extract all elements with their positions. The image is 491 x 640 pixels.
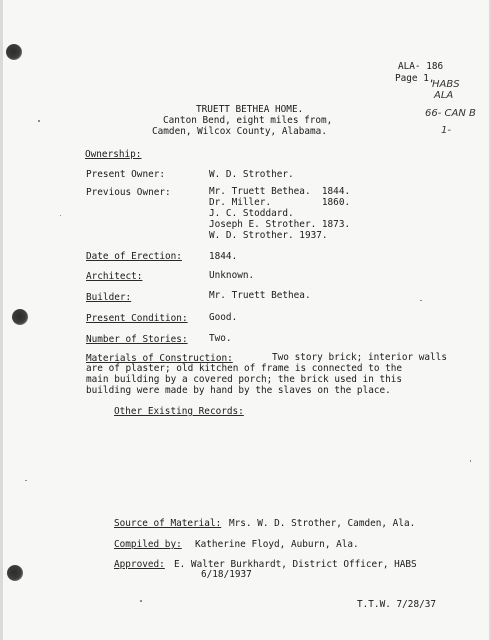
builder-label: Builder: — [86, 292, 132, 303]
punch-hole-middle — [12, 309, 28, 325]
source-value: Mrs. W. D. Strother, Camden, Ala. — [229, 518, 416, 529]
typist-initials-date: T.T.W. 7/28/37 — [357, 599, 437, 610]
present-condition-value: Good. — [209, 312, 238, 323]
approved-value: E. Walter Burkhardt, District Officer, HABS — [174, 559, 417, 570]
page-label: Page 1, — [395, 73, 435, 84]
approved-label: Approved: — [114, 559, 165, 570]
present-condition-label: Present Condition: — [86, 313, 188, 324]
title-line-2: Canton Bend, eight miles from, — [163, 115, 333, 126]
title-line-3: Camden, Wilcox County, Alabama. — [152, 126, 327, 137]
scan-speck — [420, 300, 422, 301]
materials-line-4: building were made by hand by the slaves on the place. — [86, 385, 391, 396]
materials-line-2: are of plaster; old kitchen of frame is connected to the — [86, 363, 403, 374]
previous-owner-5: W. D. Strother. 1937. — [209, 230, 328, 241]
scan-speck — [38, 120, 40, 122]
punch-hole-bottom — [7, 565, 23, 581]
handwritten-code: 66- CAN B — [425, 108, 476, 119]
previous-owner-1: Mr. Truett Bethea. 1844. — [209, 186, 351, 197]
punch-hole-top — [6, 44, 22, 60]
compiled-by-value: Katherine Floyd, Auburn, Ala. — [195, 539, 359, 550]
scan-speck — [470, 460, 471, 462]
materials-line-1: Two story brick; interior walls — [272, 352, 447, 363]
scan-edge-left — [0, 0, 3, 640]
date-of-erection-value: 1844. — [209, 251, 238, 262]
number-of-stories-value: Two. — [209, 333, 232, 344]
handwritten-ala: ALA — [434, 90, 454, 101]
number-of-stories-label: Number of Stories: — [86, 334, 188, 345]
materials-line-3: main building by a covered porch; the brick used in this — [86, 374, 403, 385]
handwritten-habs: HABS — [432, 79, 460, 90]
architect-label: Architect: — [86, 271, 143, 282]
title-line-1: TRUETT BETHEA HOME. — [196, 104, 304, 115]
present-owner-label: Present Owner: — [86, 169, 166, 180]
materials-label: Materials of Construction: — [86, 353, 233, 364]
date-of-erection-label: Date of Erection: — [86, 251, 182, 262]
other-records-label: Other Existing Records: — [114, 406, 244, 417]
approved-date: 6/18/1937 — [201, 569, 252, 580]
present-owner-value: W. D. Strother. — [209, 169, 294, 180]
previous-owner-label: Previous Owner: — [86, 187, 171, 198]
previous-owner-4: Joseph E. Strother. 1873. — [209, 219, 351, 230]
previous-owner-2: Dr. Miller. 1860. — [209, 197, 351, 208]
ownership-heading: Ownership: — [85, 149, 142, 160]
ref-code: ALA- 186 — [398, 61, 444, 72]
compiled-by-label: Compiled by: — [114, 539, 182, 550]
architect-value: Unknown. — [209, 270, 255, 281]
previous-owner-3: J. C. Stoddard. — [209, 208, 294, 219]
source-label: Source of Material: — [114, 518, 222, 529]
scan-speck — [60, 215, 61, 216]
handwritten-number: 1- — [441, 125, 451, 136]
builder-value: Mr. Truett Bethea. — [209, 290, 311, 301]
scan-speck — [140, 600, 142, 602]
scan-speck — [25, 480, 27, 481]
